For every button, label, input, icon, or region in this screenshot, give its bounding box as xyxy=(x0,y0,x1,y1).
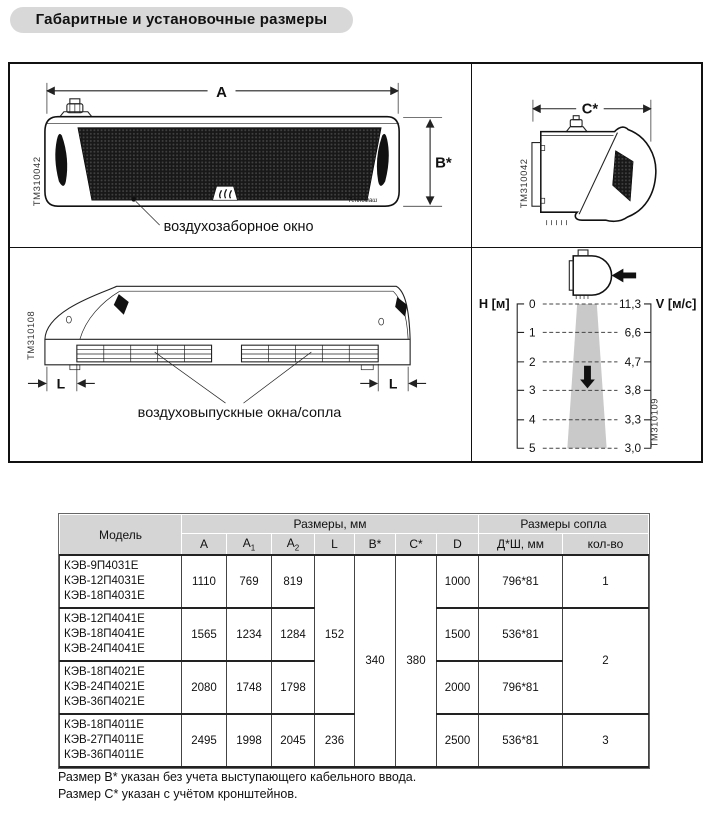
left-cap-curve xyxy=(80,291,120,339)
col-header-a1: $A_1$ xyxy=(227,534,272,556)
dim-c-label: C* xyxy=(581,101,599,118)
front-view-drawing xyxy=(10,64,471,247)
cell-a2: 1798 xyxy=(272,661,315,714)
col-header-l: L xyxy=(315,534,355,556)
outlets-label: воздуховыпускные окна/сопла xyxy=(137,404,342,421)
leader-dot xyxy=(131,197,136,202)
h-3: 3 xyxy=(529,384,536,398)
cell-a2: 2045 xyxy=(272,714,315,767)
v-2: 4,7 xyxy=(624,355,642,369)
h-axis-bracket xyxy=(517,304,524,448)
col-header-dsh: Д*Ш, мм xyxy=(479,534,563,556)
front-view-cell xyxy=(10,64,472,248)
dim-b-label: B* xyxy=(435,154,452,172)
bottom-view-drawing xyxy=(10,248,471,461)
dimension-drawings-panel xyxy=(8,62,703,463)
cell-l: 236 xyxy=(315,714,355,767)
side-view-cell xyxy=(472,64,701,248)
airflow-diagram xyxy=(472,248,701,461)
h-2: 2 xyxy=(529,355,536,369)
footnote-b: Размер B* указан без учета выступающего кабельного ввода. xyxy=(58,770,417,784)
cell-dsh: 796*81 xyxy=(479,555,563,608)
drawing-code-side: TM310042 xyxy=(518,158,530,209)
model-cell: КЭВ-18П4011Е КЭВ-27П4011Е КЭВ-36П4011Е xyxy=(60,714,182,767)
dimensions-table xyxy=(59,514,649,768)
intake-arrow-icon xyxy=(612,269,637,283)
v-4: 3,3 xyxy=(624,413,642,427)
cell-b-merged: 340 xyxy=(355,555,396,767)
cell-a: 2495 xyxy=(182,714,227,767)
cell-a1: 1998 xyxy=(227,714,272,767)
dim-a-label: A xyxy=(216,83,227,101)
v-5: 3,0 xyxy=(624,442,642,456)
cell-l-merged: 152 xyxy=(315,555,355,714)
screw-right xyxy=(379,318,384,325)
h-axis-label: H [м] xyxy=(478,295,510,311)
cell-a1: 1748 xyxy=(227,661,272,714)
outlet-leader-1 xyxy=(155,352,226,403)
table-row-group-1 xyxy=(60,555,649,608)
cell-d: 1500 xyxy=(437,608,479,661)
cell-dsh: 536*81 xyxy=(479,608,563,661)
v-axis-label: V [м/с] xyxy=(655,295,697,311)
col-header-c: C* xyxy=(396,534,437,556)
model-cell: КЭВ-12П4041Е КЭВ-18П4041Е КЭВ-24П4041Е xyxy=(60,608,182,661)
h-1: 1 xyxy=(529,326,536,340)
side-view-drawing xyxy=(472,64,701,247)
cell-qty: 1 xyxy=(563,555,649,608)
col-header-qty: кол-во xyxy=(563,534,649,556)
foot-left xyxy=(70,365,80,370)
drawing-code-airflow: TM310109 xyxy=(649,397,660,448)
left-end-vane xyxy=(55,134,67,186)
mounting-bracket xyxy=(532,143,545,207)
col-header-model: Модель xyxy=(60,515,182,556)
bottom-view-cell xyxy=(10,248,472,461)
cell-qty-merged: 2 xyxy=(563,608,649,714)
outlet-grille-left xyxy=(77,345,212,362)
cell-c-merged: 380 xyxy=(396,555,437,767)
cell-d: 1000 xyxy=(437,555,479,608)
cell-a2: 819 xyxy=(272,555,315,608)
h-axis-ticks xyxy=(517,332,524,419)
airflow-diagram-cell xyxy=(472,248,701,461)
dim-l-label-left: L xyxy=(56,375,66,392)
side-diagonal xyxy=(579,133,617,215)
leader-line xyxy=(136,201,160,225)
col-header-d: D xyxy=(437,534,479,556)
v-0: 11,3 xyxy=(619,297,642,311)
col-group-dimensions: Размеры, мм xyxy=(182,515,479,534)
cell-a: 2080 xyxy=(182,661,227,714)
h-5: 5 xyxy=(529,442,536,456)
col-header-b: B* xyxy=(355,534,396,556)
cable-gland-side xyxy=(566,116,587,132)
brand-logo-text: Тепломаш xyxy=(348,198,378,205)
cell-a: 1110 xyxy=(182,555,227,608)
cell-a: 1565 xyxy=(182,608,227,661)
v-3: 3,8 xyxy=(624,384,642,398)
drawing-code-front: TM310042 xyxy=(31,156,43,207)
foot-right xyxy=(361,365,373,370)
side-grille-patch xyxy=(613,151,634,202)
cell-d: 2500 xyxy=(437,714,479,767)
header-group-row xyxy=(60,515,649,534)
bottom-ribs xyxy=(547,220,567,225)
model-cell: КЭВ-9П4031Е КЭВ-12П4031Е КЭВ-18П4031Е xyxy=(60,555,182,608)
col-header-a: A xyxy=(182,534,227,556)
h-4: 4 xyxy=(529,413,536,427)
v-1: 6,6 xyxy=(624,326,642,340)
unit-pictogram xyxy=(569,250,611,299)
intake-label: воздухозаборное окно xyxy=(163,219,314,236)
drawing-code-bottom: TM310108 xyxy=(24,310,36,360)
right-cap-curve xyxy=(393,291,408,339)
cable-gland xyxy=(60,99,92,117)
cell-a1: 1234 xyxy=(227,608,272,661)
dimensions-table-wrap xyxy=(58,513,650,769)
left-cap-vane xyxy=(114,294,129,315)
cell-a2: 1284 xyxy=(272,608,315,661)
outlet-leader-2 xyxy=(243,352,311,403)
cell-qty: 3 xyxy=(563,714,649,767)
footnotes xyxy=(58,769,416,802)
page-title: Габаритные и установочные размеры xyxy=(10,7,353,33)
cell-d: 2000 xyxy=(437,661,479,714)
cell-dsh: 796*81 xyxy=(479,661,563,714)
screw-left xyxy=(66,316,71,323)
h-0: 0 xyxy=(529,297,536,311)
col-group-nozzle: Размеры сопла xyxy=(479,515,649,534)
dim-l-label-right: L xyxy=(388,375,398,392)
col-header-a2: $A_2$ xyxy=(272,534,315,556)
footnote-c: Размер C* указан с учётом кронштейнов. xyxy=(58,786,298,801)
bottom-body xyxy=(45,286,410,365)
table-row-group-4 xyxy=(60,714,649,767)
model-cell: КЭВ-18П4021Е КЭВ-24П4021Е КЭВ-36П4021Е xyxy=(60,661,182,714)
cell-dsh: 536*81 xyxy=(479,714,563,767)
cell-a1: 769 xyxy=(227,555,272,608)
